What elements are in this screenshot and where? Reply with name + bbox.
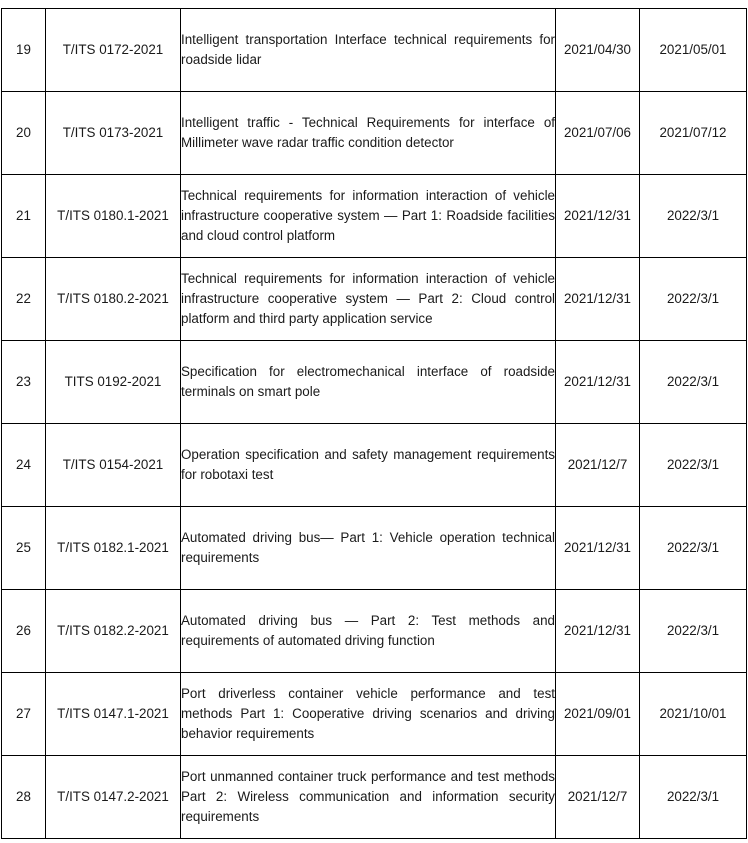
standard-code: T/ITS 0182.1-2021 [46,507,181,590]
standards-table [1,8,747,839]
publish-date: 2021/12/31 [556,507,640,590]
row-number: 23 [2,341,46,424]
table-row [2,590,747,673]
row-number: 26 [2,590,46,673]
implementation-date: 2022/3/1 [640,341,747,424]
row-number: 22 [2,258,46,341]
standard-name: Port unmanned container truck performance and test methods Part 2: Wireless communication and information security requirements [181,756,556,839]
implementation-date: 2022/3/1 [640,756,747,839]
standards-table-body [2,9,747,839]
table-row [2,507,747,590]
publish-date: 2021/09/01 [556,673,640,756]
row-number: 24 [2,424,46,507]
publish-date: 2021/12/7 [556,424,640,507]
row-number: 21 [2,175,46,258]
implementation-date: 2022/3/1 [640,424,747,507]
row-number: 27 [2,673,46,756]
table-row [2,9,747,92]
table-row [2,424,747,507]
standard-name: Operation specification and safety management requirements for robotaxi test [181,424,556,507]
standard-code: T/ITS 0180.1-2021 [46,175,181,258]
standard-code: T/ITS 0180.2-2021 [46,258,181,341]
row-number: 28 [2,756,46,839]
row-number: 19 [2,9,46,92]
standard-code: T/ITS 0182.2-2021 [46,590,181,673]
implementation-date: 2021/05/01 [640,9,747,92]
publish-date: 2021/12/31 [556,590,640,673]
standard-name: Automated driving bus — Part 2: Test methods and requirements of automated driving function [181,590,556,673]
table-row [2,175,747,258]
publish-date: 2021/12/31 [556,175,640,258]
implementation-date: 2022/3/1 [640,258,747,341]
implementation-date: 2021/10/01 [640,673,747,756]
implementation-date: 2022/3/1 [640,507,747,590]
standard-name: Port driverless container vehicle performance and test methods Part 1: Cooperative driving scenarios and driving behavior requirements [181,673,556,756]
table-row [2,756,747,839]
implementation-date: 2022/3/1 [640,175,747,258]
table-row [2,673,747,756]
table-row [2,341,747,424]
standard-code: T/ITS 0154-2021 [46,424,181,507]
standard-name: Automated driving bus— Part 1: Vehicle operation technical requirements [181,507,556,590]
standard-name: Technical requirements for information interaction of vehicle infrastructure cooperative system — Part 2: Cloud control platform and third party application service [181,258,556,341]
standard-name: Intelligent transportation Interface technical requirements for roadside lidar [181,9,556,92]
implementation-date: 2021/07/12 [640,92,747,175]
publish-date: 2021/12/31 [556,258,640,341]
publish-date: 2021/04/30 [556,9,640,92]
publish-date: 2021/07/06 [556,92,640,175]
standard-name: Specification for electromechanical interface of roadside terminals on smart pole [181,341,556,424]
standard-code: T/ITS 0173-2021 [46,92,181,175]
row-number: 25 [2,507,46,590]
implementation-date: 2022/3/1 [640,590,747,673]
standard-name: Intelligent traffic - Technical Requirements for interface of Millimeter wave radar traffic condition detector [181,92,556,175]
standard-code: TITS 0192-2021 [46,341,181,424]
publish-date: 2021/12/31 [556,341,640,424]
publish-date: 2021/12/7 [556,756,640,839]
standard-code: T/ITS 0147.1-2021 [46,673,181,756]
row-number: 20 [2,92,46,175]
standard-code: T/ITS 0147.2-2021 [46,756,181,839]
standard-code: T/ITS 0172-2021 [46,9,181,92]
table-row [2,92,747,175]
standard-name: Technical requirements for information interaction of vehicle infrastructure cooperative system — Part 1: Roadside facilities and cloud control platform [181,175,556,258]
table-row [2,258,747,341]
